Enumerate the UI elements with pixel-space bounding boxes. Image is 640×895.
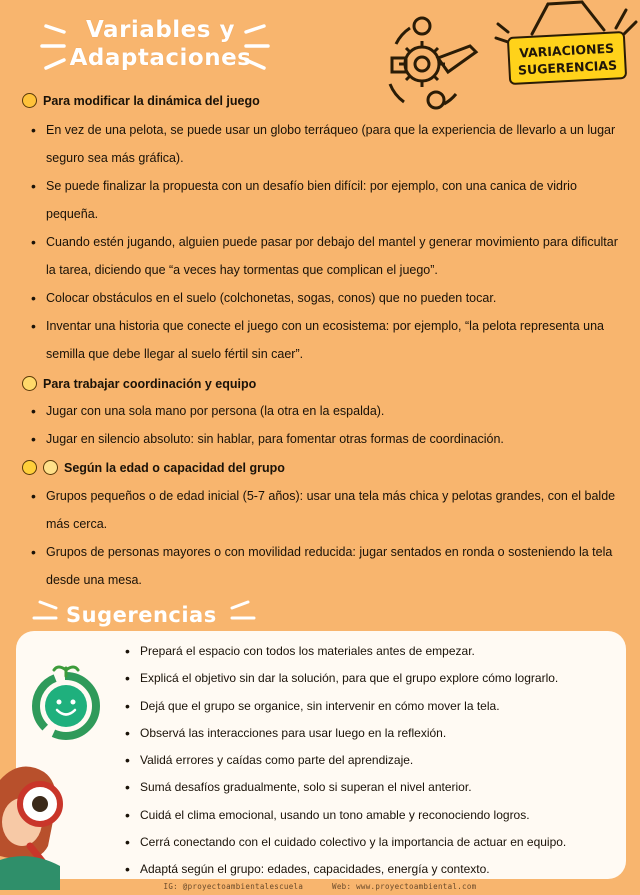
age-list: [28, 482, 618, 594]
list-item: • Jugar en silencio absoluto: sin hablar, para fomentar otras formas de coordinación.: [28, 425, 618, 453]
list-item: • Inventar una historia que conecte el juego con un ecosistema: por ejemplo, “la pelota representa una semilla que debe llegar al suelo fértil sin caer”.: [28, 312, 618, 368]
suggestions-list: [122, 638, 622, 884]
ribbon-line-1: VARIACIONES: [518, 40, 615, 61]
girl-with-magnifier-illustration: [0, 760, 80, 890]
list-item: • En vez de una pelota, se puede usar un globo terráqueo (para que la experiencia de llevarlo a un lugar seguro sea más gráfica).: [28, 116, 618, 172]
list-item: • Dejá que el grupo se organice, sin intervenir en cómo mover la tela.: [122, 693, 622, 720]
section-heading-age: [22, 460, 285, 475]
dynamics-list: [28, 116, 618, 368]
sug-sparkle-left: [30, 600, 60, 630]
coordination-list: [28, 397, 618, 453]
list-item: • Sumá desafíos gradualmente, solo si superan el nivel anterior.: [122, 774, 622, 801]
footer-instagram: IG: @proyectoambientalescuela: [163, 882, 304, 891]
title-sparkle-right: [240, 22, 274, 72]
list-item: • Grupos de personas mayores o con movilidad reducida: jugar sentados en ronda o sosteniendo la tela desde una mesa.: [28, 538, 618, 594]
section-heading-text: Para modificar la dinámica del juego: [43, 93, 260, 108]
list-item: • Prepará el espacio con todos los materiales antes de empezar.: [122, 638, 622, 665]
list-item: • Observá las interacciones para usar luego en la reflexión.: [122, 720, 622, 747]
variations-suggestions-ribbon: [507, 31, 627, 85]
list-item: • Cuidá el clima emocional, usando un tono amable y reconociendo logros.: [122, 802, 622, 829]
section-heading-dynamics: [22, 93, 260, 108]
list-item: • Validá errores y caídas como parte del aprendizaje.: [122, 747, 622, 774]
ribbon-line-2: SUGERENCIAS: [517, 57, 618, 78]
list-item: • Jugar con una sola mano por persona (la otra en la espalda).: [28, 397, 618, 425]
sug-sparkle-right: [228, 600, 258, 630]
list-item: • Adaptá según el grupo: edades, capacidades, energía y contexto.: [122, 856, 622, 883]
footer: [0, 882, 640, 891]
list-item: • Cerrá conectando con el cuidado colectivo y la importancia de actuar en equipo.: [122, 829, 622, 856]
heart-hands-icon: [22, 376, 37, 391]
footer-web: Web: www.proyectoambiental.com: [332, 882, 477, 891]
page-title: [68, 16, 253, 72]
gear-pencil-icon: [376, 14, 488, 114]
section-heading-text: Para trabajar coordinación y equipo: [43, 376, 257, 391]
suggestions-title: Sugerencias: [66, 603, 217, 627]
list-item: • Explicá el objetivo sin dar la solución, para que el grupo explore cómo lograrlo.: [122, 665, 622, 692]
list-item: • Cuando estén jugando, alguien puede pasar por debajo del mantel y generar movimiento para dificultar la tarea, diciendo que “a veces hay tormentas que complican el juego”.: [28, 228, 618, 284]
older-person-icon: [43, 460, 58, 475]
palette-icon: [22, 93, 37, 108]
list-item: • Se puede finalizar la propuesta con un desafío bien difícil: por ejemplo, con una canica de vidrio pequeña.: [28, 172, 618, 228]
section-heading-text: Según la edad o capacidad del grupo: [64, 460, 285, 475]
smiling-globe-logo-icon: [28, 662, 104, 742]
title-line-1: Variables y: [86, 17, 235, 43]
title-line-2: Adaptaciones: [69, 45, 252, 71]
section-heading-coordination: [22, 376, 256, 391]
suggestions-card: [16, 631, 626, 879]
list-item: • Grupos pequeños o de edad inicial (5-7 años): usar una tela más chica y pelotas grandes, con el balde más cerca.: [28, 482, 618, 538]
person-icon: [22, 460, 37, 475]
list-item: • Colocar obstáculos en el suelo (colchonetas, sogas, conos) que no pueden tocar.: [28, 284, 618, 312]
title-sparkle-left: [36, 22, 70, 72]
